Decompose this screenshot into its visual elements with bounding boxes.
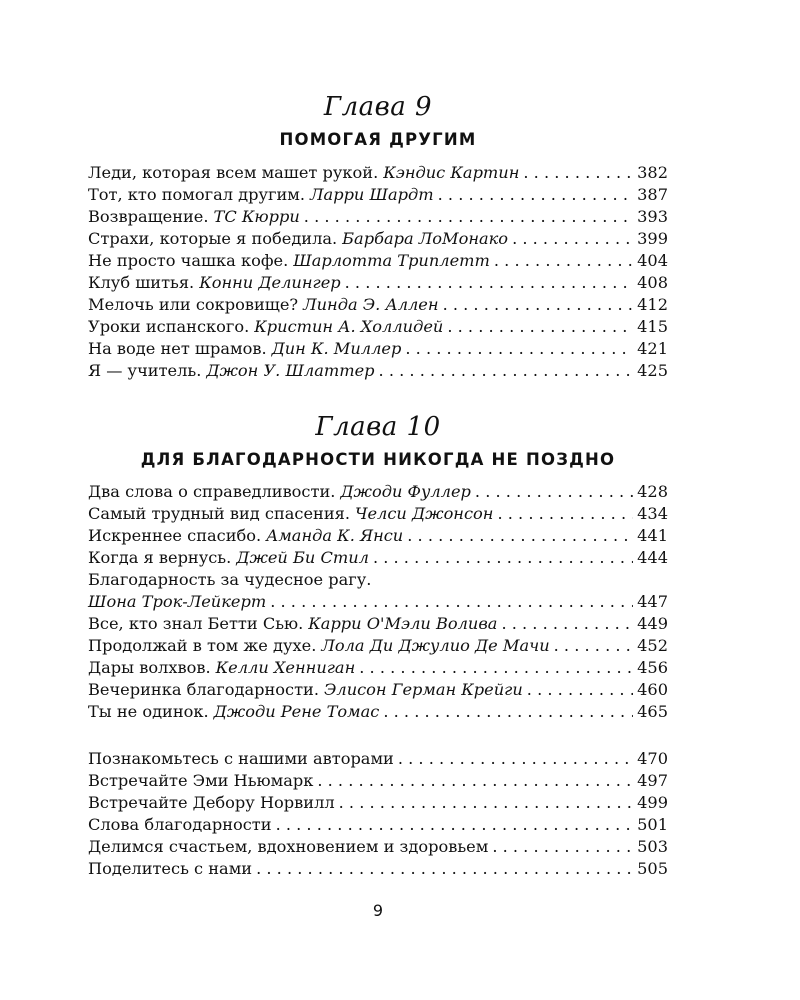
chapter-10-title: ДЛЯ БЛАГОДАРНОСТИ НИКОГДА НЕ ПОЗДНО: [140, 450, 616, 469]
toc-entry[interactable]: Делимся счастьем, вдохновением и здоровьем . . . 503: [88, 836, 668, 858]
toc-entry[interactable]: Дары волхвов. Келли Хенниган . . . 456: [88, 657, 668, 679]
page-number: 9: [372, 901, 384, 920]
toc-entry-title-line[interactable]: Благодарность за чудесное рагу.: [88, 570, 372, 589]
toc-entry[interactable]: Познакомьтесь с нашими авторами . . . 470: [88, 748, 668, 770]
toc-entry[interactable]: Я — учитель. Джон У. Шлаттер . . . 425: [88, 360, 668, 382]
toc-entry[interactable]: Ты не одинок. Джоди Рене Томас . . . 465: [88, 701, 668, 723]
toc-entry[interactable]: На воде нет шрамов. Дин К. Миллер . . . 421: [88, 338, 668, 360]
toc-page: [88, 0, 668, 1000]
toc-entry[interactable]: Все, кто знал Бетти Сью. Карри О'Мэли Волива . . . 449: [88, 613, 668, 635]
chapter-9-label: Глава 9: [323, 92, 433, 122]
toc-entry[interactable]: Возвращение. ТС Кюрри . . . 393: [88, 206, 668, 228]
toc-entry[interactable]: Не просто чашка кофе. Шарлотта Триплетт . . . 404: [88, 250, 668, 272]
toc-entry[interactable]: Самый трудный вид спасения. Челси Джонсон . . . 434: [88, 503, 668, 525]
toc-entry[interactable]: Тот, кто помогал другим. Ларри Шардт . . . 387: [88, 184, 668, 206]
toc-entry[interactable]: Клуб шитья. Конни Делингер . . . 408: [88, 272, 668, 294]
toc-entry[interactable]: Уроки испанского. Кристин А. Холлидей . . . 415: [88, 316, 668, 338]
toc-entry[interactable]: Мелочь или сокровище? Линда Э. Аллен . . . 412: [88, 294, 668, 316]
toc-entry[interactable]: Леди, которая всем машет рукой. Кэндис Картин . . . 382: [88, 162, 668, 184]
toc-entry[interactable]: Встречайте Дебору Норвилл . . . 499: [88, 792, 668, 814]
toc-entry[interactable]: Встречайте Эми Ньюмарк . . . 497: [88, 770, 668, 792]
chapter-10-label: Глава 10: [315, 412, 441, 442]
toc-entry[interactable]: Когда я вернусь. Джей Би Стил . . . 444: [88, 547, 668, 569]
toc-entry[interactable]: Два слова о справедливости. Джоди Фуллер . . . 428: [88, 481, 668, 503]
toc-entry[interactable]: Поделитесь с нами . . . 505: [88, 858, 668, 880]
toc-entry[interactable]: Искреннее спасибо. Аманда К. Янси . . . 441: [88, 525, 668, 547]
chapter-10-entries: [88, 481, 668, 723]
toc-entry[interactable]: Слова благодарности . . . 501: [88, 814, 668, 836]
back-matter-entries: [88, 748, 668, 880]
toc-entry[interactable]: Страхи, которые я победила. Барбара ЛоМонако . . . 399: [88, 228, 668, 250]
toc-entry-author-line[interactable]: Шона Трок-Лейкерт . . . 447: [88, 591, 668, 613]
toc-entry[interactable]: Продолжай в том же духе. Лола Ди Джулио Де Мачи . . . 452: [88, 635, 668, 657]
chapter-9-entries: [88, 162, 668, 382]
chapter-9-title: ПОМОГАЯ ДРУГИМ: [279, 130, 477, 149]
toc-entry[interactable]: Вечеринка благодарности. Элисон Герман Крейги . . . 460: [88, 679, 668, 701]
